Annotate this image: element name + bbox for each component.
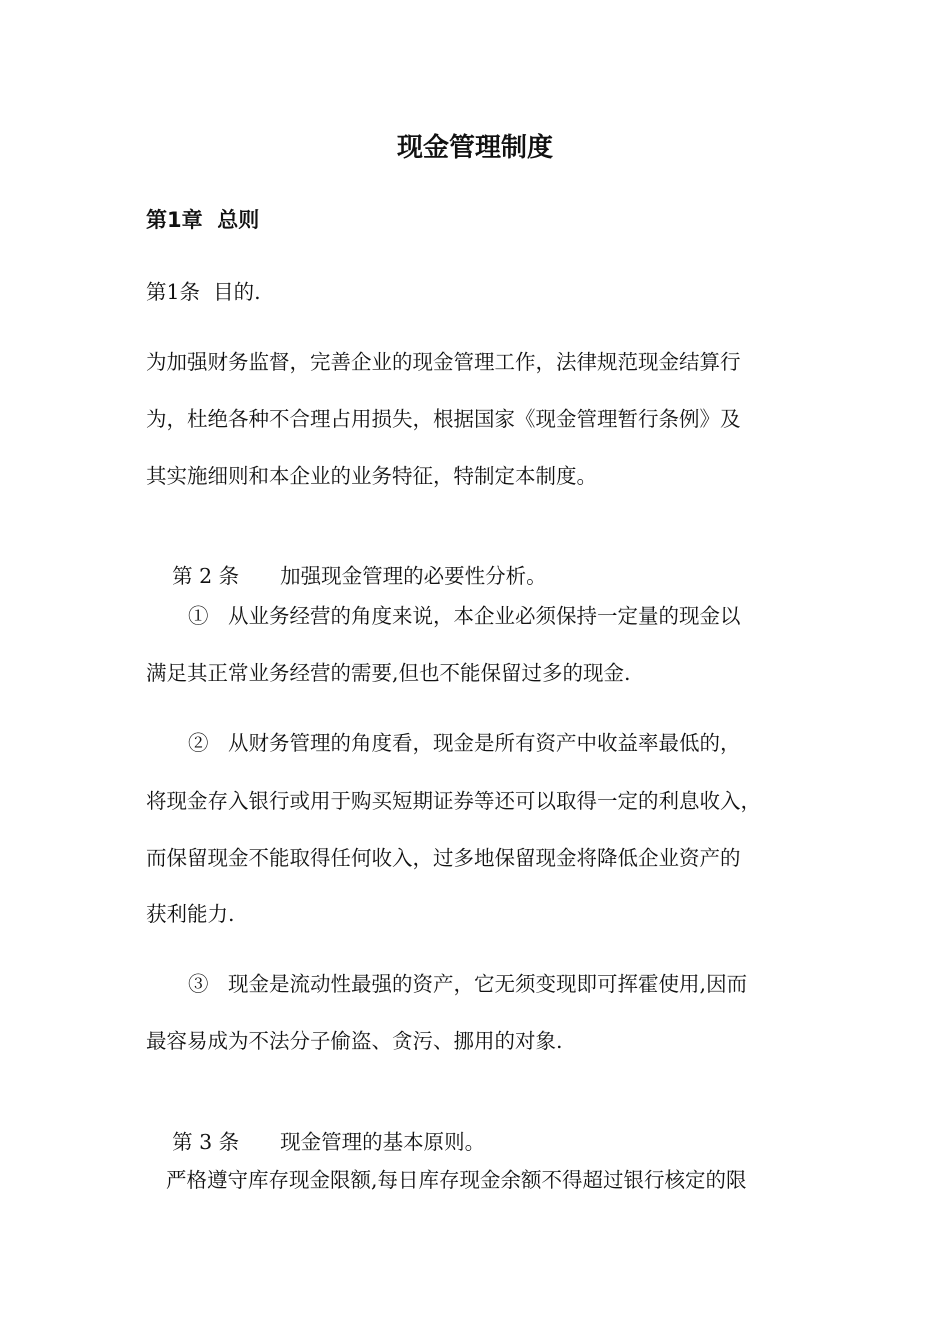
article-2-item-2-line-1: ② 从财务管理的角度看，现金是所有资产中收益率最低的， (188, 731, 741, 755)
article-3-line-1: 严格遵守库存现金限额,每日库存现金余额不得超过银行核定的限 (166, 1168, 747, 1192)
article-2-item-1-line-1: ① 从业务经营的角度来说，本企业必须保持一定量的现金以 (188, 604, 741, 628)
article-1-line-2: 为，杜绝各种不合理占用损失，根据国家《现金管理暂行条例》及 (146, 407, 741, 431)
article-2-item-2-line-4: 获利能力. (146, 902, 235, 926)
article-1-line-1: 为加强财务监督，完善企业的现金管理工作，法律规范现金结算行 (146, 350, 741, 374)
article-3-heading: 现金管理的基本原则。 (280, 1130, 486, 1154)
article-2-item-2-line-3: 而保留现金不能取得任何收入，过多地保留现金将降低企业资产的 (146, 846, 741, 870)
document-title: 现金管理制度 (396, 133, 553, 163)
article-1-line-3: 其实施细则和本企业的业务特征，特制定本制度。 (146, 464, 597, 488)
article-2-item-3-line-2: 最容易成为不法分子偷盗、贪污、挪用的对象. (146, 1029, 563, 1053)
article-3-label: 第 3 条 (172, 1130, 240, 1154)
article-2-item-3-line-1: ③ 现金是流动性最强的资产，它无须变现即可挥霍使用,因而 (188, 972, 748, 996)
article-2-item-2-line-2: 将现金存入银行或用于购买短期证券等还可以取得一定的利息收入， (146, 789, 761, 813)
article-2-label: 第 2 条 (172, 564, 240, 588)
chapter-heading: 第1章 总则 (146, 208, 260, 232)
article-1-heading: 第1条 目的. (146, 280, 261, 304)
article-2-item-1-line-2: 满足其正常业务经营的需要,但也不能保留过多的现金. (146, 661, 631, 685)
article-2-heading: 加强现金管理的必要性分析。 (280, 564, 547, 588)
